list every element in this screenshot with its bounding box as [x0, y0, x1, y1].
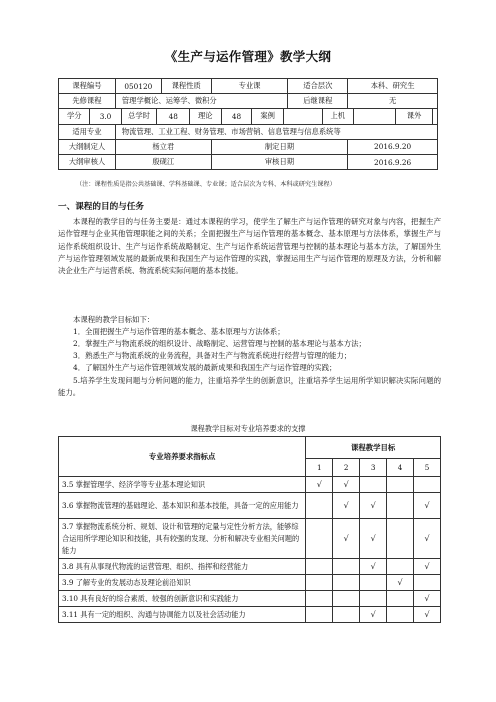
goal-cell: [306, 591, 333, 607]
theory: 48: [221, 109, 252, 123]
requirement-cell: 3.10 具有良好的综合素质、较强的创新意识和实践能力: [59, 591, 306, 607]
check-mark-icon: √: [370, 534, 376, 543]
check-mark-icon: √: [424, 610, 430, 619]
goal-item: 4．了解国外生产与运作管理领域发展的最新成果和我国生产与运作管理的实践；: [73, 363, 337, 372]
check-mark-icon: √: [424, 562, 430, 571]
check-mark-icon: √: [343, 480, 349, 489]
level-label: 适合层次: [288, 79, 348, 94]
info-row-author: [59, 139, 438, 154]
goal-cell: [414, 559, 441, 575]
made-date: 2016.9.20: [348, 139, 438, 154]
course-code: 050120: [115, 79, 161, 94]
course-code-label: 课程编号: [59, 79, 116, 94]
goals-matrix-table: [58, 436, 441, 623]
goal-cell: [414, 575, 441, 591]
goal-number: 2: [333, 459, 360, 477]
goal-cell: [306, 493, 333, 519]
goal-cell: [387, 607, 414, 623]
check-mark-icon: √: [397, 578, 403, 587]
goal-cell: [387, 591, 414, 607]
goal-header: 课程教学目标: [306, 437, 441, 459]
level: 本科、研究生: [348, 79, 438, 94]
table-note: （注：课程性质是指公共基础课、学科基础课、专业课；适合层次为专科、本科或研究生课程）: [76, 181, 336, 188]
hours-subtable: [59, 109, 437, 123]
goal-cell: [387, 559, 414, 575]
made-date-label: 制定日期: [211, 139, 348, 154]
check-mark-icon: √: [343, 501, 349, 510]
matrix-row: [59, 559, 441, 575]
purpose-paragraph: 本课程的教学目的与任务主要是：通过本课程的学习，使学生了解生产与运作管理的研究对象与内容，把握生产运作管理与企业其他管理职能之间的关系；全面把握生产与运作管理的基本概念、基本原理与方法体系，掌握生产与运作系统组织设计、生产与运作系统战略制定、生产与运作系统运营管理与控制的基本理论与基本方法，了解国外生产与运作管理领域发展的最新成果和我国生产与运作管理的实践，掌握运用生产与运作管理的原理及方法，分析和解决企业生产与运营系统、物流系统实际问题的基本技能。: [58, 217, 441, 276]
info-row-reviewer: [59, 154, 438, 169]
check-mark-icon: √: [424, 534, 430, 543]
course-nature-label: 课程性质: [161, 79, 211, 94]
credit: 3.0: [90, 109, 121, 123]
post-label: 后继课程: [288, 94, 348, 109]
goal-cell: [306, 477, 333, 493]
info-row-prereq: [59, 94, 438, 109]
requirement-cell: 3.7 掌握物流系统分析、规划、设计和管理的定量与定性分析方法，能够综合运用所学理论知识和技能，具有较强的发现、分析和解决专业相关问题的能力: [59, 519, 306, 559]
goal-cell: [360, 607, 387, 623]
matrix-body: [59, 477, 441, 623]
requirement-cell: 3.5 掌握管理学、经济学等专业基本理论知识: [59, 477, 306, 493]
goal-cell: [360, 559, 387, 575]
info-row-hours: [59, 109, 438, 124]
matrix-row: [59, 575, 441, 591]
info-row-code: [59, 79, 438, 94]
reviewer-label: 大纲审核人: [59, 154, 116, 169]
course-info-table: [58, 78, 438, 170]
check-mark-icon: √: [343, 534, 349, 543]
goal-cell: [387, 575, 414, 591]
goal-cell: [333, 607, 360, 623]
goals-intro: 本课程的教学目标如下：: [73, 315, 155, 324]
matrix-row: [59, 519, 441, 559]
goal-number: 1: [306, 459, 333, 477]
theory-label: 理论: [190, 109, 221, 123]
goal-cell: [333, 559, 360, 575]
document-title: 《生产与运作管理》教学大纲: [164, 49, 332, 64]
matrix-row: [59, 607, 441, 623]
goal-item: 1．全面把握生产与运作管理的基本概念、基本原理与方法体系；: [73, 327, 285, 336]
check-mark-icon: √: [370, 501, 376, 510]
matrix-row: [59, 591, 441, 607]
check-mark-icon: √: [424, 501, 430, 510]
check-mark-icon: √: [370, 610, 376, 619]
review-date: 2016.9.26: [348, 154, 438, 169]
goal-cell: [414, 519, 441, 559]
goal-cell: [333, 519, 360, 559]
goal-cell: [360, 591, 387, 607]
goal-item-5: 5.培养学生发现问题与分析问题的能力，注重培养学生的创新意识，注重培养学生运用所学知识解决实际问题的能力。: [58, 376, 441, 398]
author-label: 大纲制定人: [59, 139, 116, 154]
requirement-cell: 3.11 具有一定的组织、沟通与协调能力以及社会活动能力: [59, 607, 306, 623]
goal-cell: [387, 519, 414, 559]
goal-cell: [306, 559, 333, 575]
goal-cell: [333, 575, 360, 591]
outside-value: [433, 109, 438, 123]
goal-cell: [306, 607, 333, 623]
check-mark-icon: √: [424, 594, 430, 603]
goal-number: 5: [414, 459, 441, 477]
outside-label: 课外: [396, 109, 433, 123]
major: 物流管理、工业工程、财务管理、市场营销、信息管理与信息系统等: [115, 124, 437, 139]
requirement-cell: 3.8 具有从事现代物流的运营管理、组织、指挥和经营能力: [59, 559, 306, 575]
goal-cell: [333, 477, 360, 493]
major-label: 适用专业: [59, 124, 116, 139]
case-label: 案例: [252, 109, 283, 123]
req-header: 专业培养要求指标点: [59, 437, 306, 477]
total-hours-label: 总学时: [121, 109, 157, 123]
goal-number: 3: [360, 459, 387, 477]
matrix-row: [59, 477, 441, 493]
requirement-cell: 3.6 掌握物流管理的基础理论、基本知识和基本技能，具备一定的应用能力: [59, 493, 306, 519]
reviewer: 殷砚江: [115, 154, 211, 169]
goal-cell: [360, 575, 387, 591]
goal-cell: [387, 493, 414, 519]
lab-label: 上机: [322, 109, 353, 123]
goal-cell: [414, 493, 441, 519]
review-date-label: 审核日期: [211, 154, 348, 169]
goal-cell: [414, 477, 441, 493]
prereq: 管理学概论、运筹学、微积分: [115, 94, 288, 109]
info-row-major: [59, 124, 438, 139]
goal-cell: [414, 591, 441, 607]
case-value: [283, 109, 322, 123]
credit-label: 学分: [59, 109, 90, 123]
course-nature: 专业课: [211, 79, 288, 94]
prereq-label: 先修课程: [59, 94, 116, 109]
goal-cell: [306, 575, 333, 591]
requirement-cell: 3.9 了解专业的发展动态及理论前沿知识: [59, 575, 306, 591]
goal-cell: [333, 591, 360, 607]
goal-cell: [387, 477, 414, 493]
matrix-row: [59, 493, 441, 519]
matrix-caption: 课程教学目标对专业培养要求的支撑: [190, 424, 306, 433]
lab-value: [353, 109, 395, 123]
goal-cell: [360, 477, 387, 493]
section-heading: 一、课程的目的与任务: [58, 202, 144, 212]
check-mark-icon: √: [370, 562, 376, 571]
goal-cell: [414, 607, 441, 623]
goal-item: 3．熟悉生产与物流系统的业务流程，具备对生产与物流系统进行经营与管理的能力；: [73, 351, 352, 360]
goal-cell: [333, 493, 360, 519]
goal-item: 2．掌握生产与物流系统的组织设计、战略制定、运营管理与控制的基本理论与基本方法；: [73, 339, 366, 348]
goal-cell: [306, 519, 333, 559]
post: 无: [348, 94, 438, 109]
goal-cell: [360, 493, 387, 519]
goal-number: 4: [387, 459, 414, 477]
author: 杨立君: [115, 139, 211, 154]
goal-cell: [360, 519, 387, 559]
total-hours: 48: [157, 109, 190, 123]
check-mark-icon: √: [316, 480, 322, 489]
